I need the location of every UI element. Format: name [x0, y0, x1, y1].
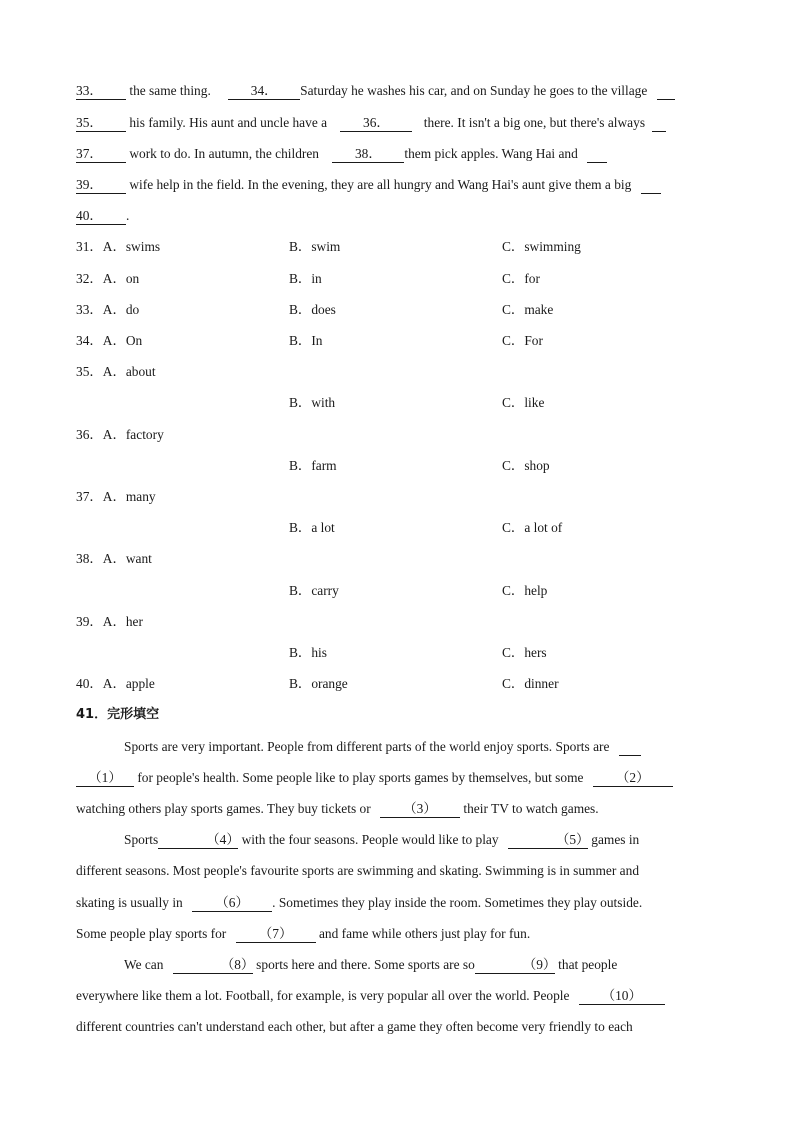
passage-line: [76, 738, 720, 756]
question-number: 37．: [76, 489, 103, 504]
passage-text: different seasons. Most people's favourite sports are swimming and skating. Swimming is in summer and: [76, 863, 640, 878]
option-c: C．a lot of: [502, 520, 563, 535]
blank-2: （2）: [593, 770, 673, 787]
blank-6: （6）: [192, 895, 272, 912]
option-a: A．On: [102, 333, 143, 348]
blank-34: 34．: [228, 83, 300, 100]
blank-1: （1）: [76, 770, 134, 787]
question-number: 39．: [76, 614, 103, 629]
option-a: A．want: [102, 551, 152, 566]
passage-line-1: [76, 82, 720, 100]
option-c: C．hers: [502, 645, 547, 660]
question-number: 33．: [76, 302, 103, 317]
option-b: B．swim: [289, 239, 341, 254]
passage-text: and fame while others just play for fun.: [315, 926, 531, 941]
option-a: A．her: [102, 614, 143, 629]
trailing-blank: [619, 739, 641, 756]
option-row-38-bc: [76, 582, 720, 600]
option-b: B．orange: [289, 676, 348, 691]
passage-text: different countries can't understand each other, but after a game they often become very friendly to each: [76, 1019, 633, 1034]
trailing-blank: [652, 115, 666, 132]
section-heading: 41．完形填空: [76, 707, 160, 722]
passage-line: [76, 1018, 720, 1036]
option-b: B．does: [289, 302, 336, 317]
option-row-36-bc: [76, 457, 720, 475]
option-row-35: [76, 363, 720, 381]
trailing-blank: [657, 83, 675, 100]
passage-line: [76, 831, 720, 849]
option-c: C．shop: [502, 458, 550, 473]
passage-text: . Sometimes they play inside the room. Sometimes they play outside.: [272, 895, 643, 910]
blank-3: （3）: [380, 801, 460, 818]
passage-line: [76, 925, 720, 943]
option-b: B．his: [289, 645, 327, 660]
passage-text: Saturday he washes his car, and on Sunday he goes to the village: [300, 83, 648, 98]
option-row-37: [76, 488, 720, 506]
option-c: C．For: [502, 333, 543, 348]
passage-text: Some people play sports for: [76, 926, 227, 941]
option-row-39: [76, 613, 720, 631]
option-row-40: [76, 675, 720, 693]
passage-text: work to do. In autumn, the children: [126, 146, 320, 161]
passage-text: his family. His aunt and uncle have a: [126, 115, 328, 130]
passage-text: wife help in the field. In the evening, they are all hungry and Wang Hai's aunt give them a big: [126, 177, 632, 192]
option-c: C．dinner: [502, 676, 559, 691]
blank-9: （9）: [475, 957, 555, 974]
blank-35: 35．: [76, 115, 126, 132]
question-number: 40．: [76, 676, 103, 691]
passage-text: with the four seasons. People would like to play: [238, 832, 499, 847]
option-a: A．about: [102, 364, 156, 379]
passage-text: games in: [587, 832, 640, 847]
passage-text: for people's health. Some people like to play sports games by themselves, but some: [134, 770, 584, 785]
option-row-38: [76, 550, 720, 568]
option-c: C．like: [502, 395, 545, 410]
passage-line: [76, 769, 720, 787]
blank-36: 36．: [340, 115, 412, 132]
passage-line: [76, 956, 720, 974]
blank-10: （10）: [579, 988, 665, 1005]
blank-33: 33．: [76, 83, 126, 100]
blank-7: （7）: [236, 926, 316, 943]
option-b: B．a lot: [289, 520, 335, 535]
option-a: A．factory: [102, 427, 164, 442]
option-row-39-bc: [76, 644, 720, 662]
passage-line: [76, 800, 720, 818]
passage-text: Sports are very important. People from different parts of the world enjoy sports. Sports are: [124, 739, 610, 754]
passage-line-2: [76, 114, 720, 132]
question-number: 31．: [76, 239, 103, 254]
option-c: C．make: [502, 302, 554, 317]
option-row-33: [76, 301, 720, 319]
option-a: A．swims: [102, 239, 161, 254]
option-row-32: [76, 270, 720, 288]
passage-text: them pick apples. Wang Hai and: [404, 146, 578, 161]
passage-text: We can: [124, 957, 164, 972]
option-c: C．swimming: [502, 239, 581, 254]
question-number: 36．: [76, 427, 103, 442]
passage-text: that people: [554, 957, 618, 972]
option-row-35-bc: [76, 394, 720, 412]
option-c: C．for: [502, 271, 540, 286]
blank-4: （4）: [158, 832, 238, 849]
blank-8: （8）: [173, 957, 253, 974]
passage-line-5: [76, 207, 720, 225]
passage-line-4: [76, 176, 720, 194]
passage-text: the same thing.: [126, 83, 211, 98]
trailing-blank: [641, 177, 661, 194]
option-b: B．farm: [289, 458, 337, 473]
option-row-31: [76, 238, 720, 256]
option-row-34: [76, 332, 720, 350]
passage-text: .: [126, 208, 130, 223]
question-number: 32．: [76, 271, 103, 286]
question-number: 34．: [76, 333, 103, 348]
question-number: 35．: [76, 364, 103, 379]
option-a: A．many: [102, 489, 156, 504]
passage-line-3: [76, 145, 720, 163]
blank-40: 40．: [76, 208, 126, 225]
passage-line: [76, 862, 720, 880]
passage-text: watching others play sports games. They buy tickets or: [76, 801, 371, 816]
passage-text: sports here and there. Some sports are so: [252, 957, 475, 972]
question-number: 38．: [76, 551, 103, 566]
blank-38: 38．: [332, 146, 404, 163]
option-a: A．apple: [102, 676, 155, 691]
option-b: B．In: [289, 333, 323, 348]
passage-text: their TV to watch games.: [460, 801, 599, 816]
option-b: B．carry: [289, 583, 339, 598]
option-row-36: [76, 426, 720, 444]
option-b: B．with: [289, 395, 336, 410]
passage-line: [76, 894, 720, 912]
passage-text: skating is usually in: [76, 895, 183, 910]
passage-text: there. It isn't a big one, but there's always: [423, 115, 646, 130]
blank-5: （5）: [508, 832, 588, 849]
passage-line: [76, 987, 720, 1005]
passage-text: Sports: [124, 832, 159, 847]
option-a: A．do: [102, 302, 140, 317]
option-c: C．help: [502, 583, 548, 598]
blank-39: 39．: [76, 177, 126, 194]
option-row-37-bc: [76, 519, 720, 537]
blank-37: 37．: [76, 146, 126, 163]
option-b: B．in: [289, 271, 322, 286]
trailing-blank: [587, 146, 607, 163]
option-a: A．on: [102, 271, 140, 286]
passage-text: everywhere like them a lot. Football, for example, is very popular all over the world. People: [76, 988, 570, 1003]
